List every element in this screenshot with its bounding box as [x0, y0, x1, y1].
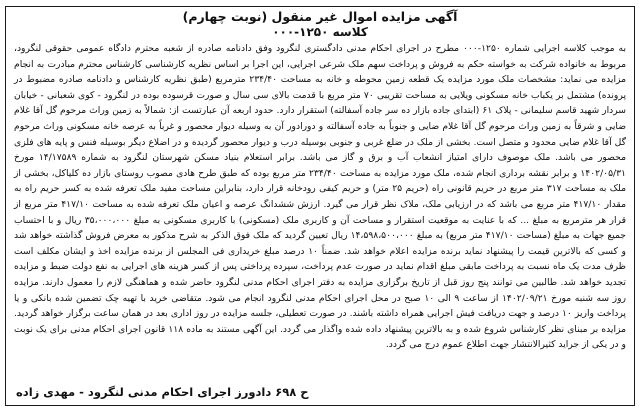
case-number: کلاسه ۱۲۵۰-۰۰۰	[272, 25, 368, 39]
legal-notice	[5, 6, 635, 406]
notice-body: به موجب کلاسه اجرایی شماره ۱۲۵۰-۰۰۰ مطرح در اجرای احکام مدنی دادگستری لنگرود وفق دادنامه صادره از شعبه محترم دادگاه عمومی حقوقی لنگرود، مربوط به خانواده شرکت به خواسته حکم به فروش و پرداخت سهم ملک شرعی اجرایی، این اجرا بر اساس نظریه کارشناسی کارشناس محترم مبادرت به انجام مزایده می نماید: مشخصات ملک مورد مزایده یک قطعه زمین محوطه و خانه به مساحت ۲۳۴/۴۰ مترمربع (طبق نظریه کارشناس و دادنامه صادره مضبوط در پرونده) مشتمل بر یکباب خانه مسکونی ویلایی به مساحت تقریبی ۷۰ متر مربع با قدمت بالای سی سال و صورت قرسوده بوده در لنگرود - کوی شعبانی - خیابان سردار شهید قاسم سلیمانی - پلاک ۶۱ (ابتدای جاده بازار ده سر جاده آسفالته) استقرار دارد. حدود اربعه آن عبارتست از: شمالاً به زمین وراث مرحوم گل آقا غلام ضایی و شرقاً به زمین وراث مرحوم گل آقا غلام ضایی و جنوباً به جاده آسفالته و دورادور آن به وسیله دیوار محصور و غرباً به عرصه خانه مسکونی وراث مرحوم گل آقا غلام ضایی محدود و متصل است. بخشی از ملک در ضلع غربی و جنوبی بوسیله درب و دیوار محصور گردیده و در اضلاع دیگر بوسیله فنس و پایه های فلزی محصور می باشد. ملک موصوف دارای امتیاز انشعاب آب و برق و گاز می باشد. برابر استعلام بنیاد مسکن شهرستان لنگرود به شماره ۱۴/۱۷۵۸۹ مورخ ۱۴۰۲/۰۵/۳۱ و برابر نقشه برداری انجام شده، ملک مورد مزایده به مساحت ۲۳۴/۴۰ متر مربع بوده که طبق طرح هادی مصوب روستای بازار ده کلیاکل، بخشی از ملک به مساحت ۳۱۷ متر مربع در حریم قانونی راه (حریم ۲۵ متر) و حریم کیفی رودخانه قرار دارد، بنابراین مساحت مفید ملک تعرفه شده به کسر حریم راه به مقدار ۴۱۷/۱۰ متر مربع می باشد که در ارزیابی ملک، ملاک نظر قرار می گیرد. ارزش ششدانگ عرصه و اعیان ملک تعرفه شده به مساحت ۴۱۷/۱۰ متر مربع از قرار هر مترمربع به مبلغ ... که با عنایت به موقعیت استقرار و مساحت آن و کاربری ملک (مسکونی) با کاربری مسکونی به مبلغ ۳۵،۰۰۰،۰۰۰ ریال و با احتساب جمیع جهات به مبلغ (مساحت ۴۱۷/۱۰ متر مربع) به مبلغ ۱۴،۵۹۸،۵۰۰،۰۰۰ ریال تعیین گردید که ملک فوق الذکر به شرح مذکور به معرض فروش گذاشته خواهد شد و کسی که بالاترین قیمت را پیشنهاد نماید برنده مزایده اعلام خواهد شد. ضمناً ۱۰ درصد مبلغ خریداری فی المجلس از برنده مزایده اخذ و ایشان مکلف است ظرف مدت یک ماه نسبت به پرداخت مابقی مبلغ اقدام نماید در صورت عدم پرداخت، سپرده پرداختی پس از کسر هزینه های اجرایی به نفع دولت ضبط و مزایده تجدید خواهد شد. طالبین می توانند پنج روز قبل از تاریخ برگزاری مزایده به دفتر اجرای احکام مدنی لنگرود حاضر شده و هماهنگی لازم را معمول دارند. مزایده روز سه شنبه مورخ ۱۴۰۲/۰۹/۲۱ از ساعت ۹ الی ۱۰ صبح در محل اجرای احکام مدنی لنگرود انجام می شود. متقاضی خرید با تهیه چک تضمین شده بانکی و یا پرداخت واریز ۱۰ درصد و جهت دریافت فیش اجرایی همراه داشته باشند. در صورت تعطیلی، جلسه مزایده در روز اداری بعد در همان ساعت برگزار خواهد گردید. مزایده بر مبنای نظر کارشناس شروع شده و به بالاترین پیشنهاد داده شده واگذار می گردد. این آگهی مستند به ماده ۱۱۸ قانون اجرای احکام مدنی برای یک نوبت و در یکی از جراید کثیرالانتشار جهت اطلاع عموم درج می گردد.	[14, 43, 627, 351]
notice-signature: ح ۶۹۸ دادورز اجرای احکام مدنی لنگرود - مهدی زاده	[16, 385, 309, 399]
notice-title: آگهی مزایده اموال غیر منقول (نوبت چهارم)	[182, 9, 458, 24]
